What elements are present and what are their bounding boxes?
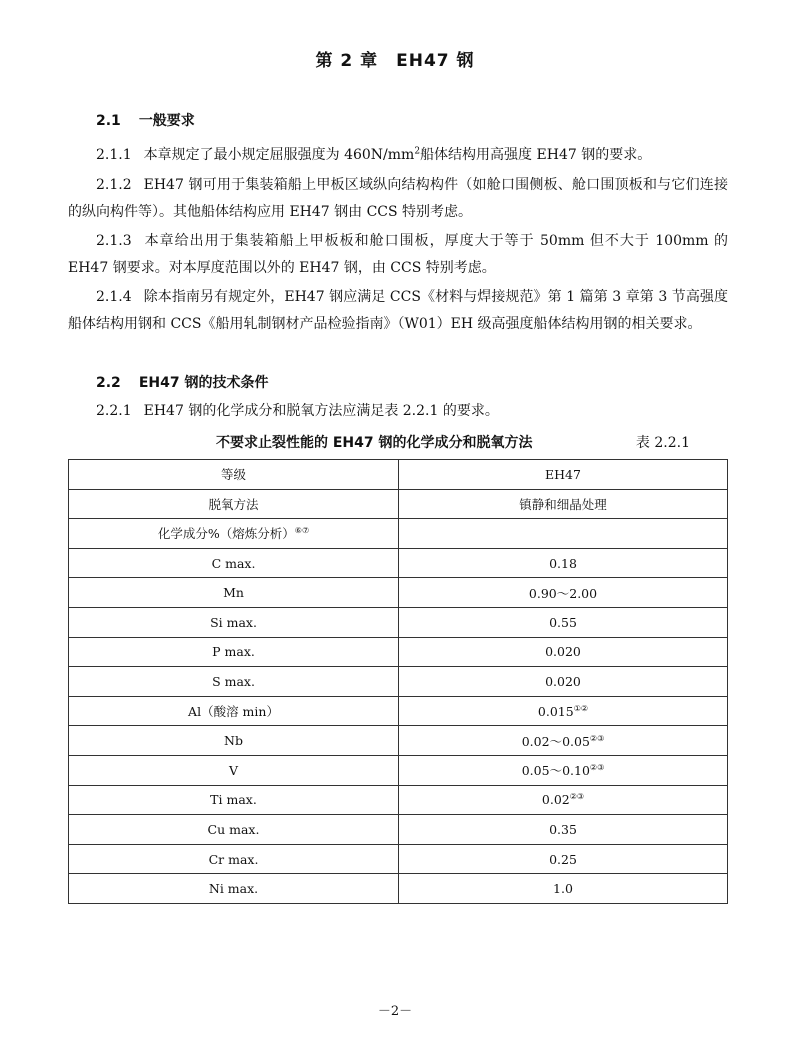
cell-text: 化学成分%（熔炼分析） <box>157 526 295 542</box>
paragraph-text: 本章规定了最小规定屈服强度为 460N/mm <box>143 147 415 163</box>
table-cell-value <box>399 667 728 697</box>
cell-text: Cr max. <box>208 851 259 867</box>
paragraph-number: 2.2.1 <box>96 403 132 419</box>
paragraph-text: 船体结构用高强度 EH47 钢的要求。 <box>420 147 652 163</box>
table-cell-label <box>69 460 399 490</box>
paragraph-number: 2.1.4 <box>96 289 132 305</box>
page-number: －2－ <box>377 1004 413 1019</box>
table-cell-label <box>69 637 399 667</box>
cell-text: 0.05～0.10 <box>521 763 590 779</box>
table-cell-label <box>69 785 399 815</box>
table-cell-value <box>399 696 728 726</box>
table-row <box>69 696 728 726</box>
cell-text: C max. <box>211 555 256 571</box>
cell-text: 0.55 <box>549 614 577 630</box>
cell-text: S max. <box>212 673 255 689</box>
cell-text: 0.90～2.00 <box>528 585 598 601</box>
cell-text: Ni max. <box>208 881 259 897</box>
cell-text: Ti max. <box>210 792 257 808</box>
table-cell-value <box>399 815 728 845</box>
cell-text: Si max. <box>210 614 257 630</box>
table-cell-value <box>399 489 728 519</box>
table-row <box>69 460 728 490</box>
table-cell-value <box>399 785 728 815</box>
section-number: 2.2 <box>96 375 121 391</box>
section-title: 一般要求 <box>138 113 195 129</box>
table-cell-value <box>399 519 728 549</box>
cell-text: EH47 <box>545 466 581 482</box>
cell-text: Mn <box>223 585 244 601</box>
table-row <box>69 785 728 815</box>
table-title: 不要求止裂性能的 EH47 钢的化学成分和脱氧方法 <box>216 435 533 451</box>
cell-text: 0.020 <box>545 644 581 660</box>
table-row <box>69 578 728 608</box>
cell-text: 0.015 <box>537 703 574 719</box>
paragraph-number: 2.1.2 <box>96 177 132 193</box>
footnote-mark: ②③ <box>569 792 585 802</box>
paragraph-number: 2.1.3 <box>96 233 132 249</box>
table-cell-label <box>69 726 399 756</box>
cell-text: 0.02～0.05 <box>521 733 590 749</box>
cell-text: 0.020 <box>545 673 581 689</box>
table-row <box>69 726 728 756</box>
chapter-title: 第 2 章 EH47 钢 <box>315 51 475 71</box>
footnote-mark: ②③ <box>589 763 605 773</box>
table-row <box>69 519 728 549</box>
table-cell-label <box>69 578 399 608</box>
paragraph-text: 本章给出用于集装箱船上甲板板和舱口围板，厚度大于等于 50mm 但不大于 100mm 的 EH47 钢要求。对本厚度范围以外的 EH47 钢，由 CCS 特别考虑。 <box>68 233 728 276</box>
paragraph-text: EH47 钢的化学成分和脱氧方法应满足表 2.2.1 的要求。 <box>143 403 499 419</box>
footnote-mark: ②③ <box>589 733 605 743</box>
cell-text: P max. <box>212 644 255 660</box>
table-cell-value <box>399 460 728 490</box>
cell-text: 0.25 <box>549 851 577 867</box>
table-row <box>69 548 728 578</box>
table-cell-value <box>399 548 728 578</box>
table-cell-value <box>399 874 728 904</box>
section-title: EH47 钢的技术条件 <box>138 375 269 391</box>
cell-text: V <box>228 762 239 778</box>
section-heading <box>96 110 195 130</box>
table-cell-label <box>69 667 399 697</box>
paragraph <box>68 284 728 338</box>
paragraph <box>68 172 728 226</box>
table-cell-label <box>69 607 399 637</box>
table-row <box>69 489 728 519</box>
cell-text: Nb <box>224 733 243 749</box>
table-row <box>69 667 728 697</box>
superscript: 2 <box>414 146 421 157</box>
paragraph-number: 2.1.1 <box>96 147 132 163</box>
paragraph-text: EH47 钢可用于集装箱船上甲板区域纵向结构构件（如舱口围侧板、舱口围顶板和与它们连接的纵向构件等）。其他船体结构应用 EH47 钢由 CCS 特别考虑。 <box>68 177 728 220</box>
cell-text: 0.18 <box>549 555 577 571</box>
cell-text: Al（酸溶 min） <box>188 704 279 720</box>
cell-text: 1.0 <box>553 881 573 897</box>
section-heading <box>96 372 268 392</box>
table-row <box>69 607 728 637</box>
cell-text: 脱氧方法 <box>208 496 259 512</box>
paragraph <box>68 228 728 282</box>
section-number: 2.1 <box>96 113 121 129</box>
table-cell-label <box>69 874 399 904</box>
table-cell-value <box>399 844 728 874</box>
table-row <box>69 874 728 904</box>
table-cell-label <box>69 844 399 874</box>
table-cell-value <box>399 726 728 756</box>
cell-text: Cu max. <box>207 821 260 837</box>
table-cell-label <box>69 815 399 845</box>
footnote-mark: ⑥⑦ <box>294 526 310 536</box>
cell-text: 等级 <box>220 467 246 483</box>
footnote-mark: ①② <box>573 703 589 713</box>
paragraph-text: 除本指南另有规定外，EH47 钢应满足 CCS《材料与焊接规范》第 1 篇第 3 章第 3 节高强度船体结构用钢和 CCS《船用轧制钢材产品检验指南》（W01）EH 级高强度船体结构用钢的相关要求。 <box>68 289 728 332</box>
table-cell-label <box>69 548 399 578</box>
table-cell-value <box>399 607 728 637</box>
table-cell-value <box>399 578 728 608</box>
table-cell-label <box>69 519 399 549</box>
table-row <box>69 844 728 874</box>
table-cell-label <box>69 696 399 726</box>
paragraph <box>68 142 728 169</box>
table-cell-label <box>69 755 399 785</box>
paragraph <box>68 398 728 425</box>
cell-text: 镇静和细晶处理 <box>519 496 607 512</box>
table-cell-value <box>399 755 728 785</box>
table-row <box>69 815 728 845</box>
table-number: 表 2.2.1 <box>635 435 690 451</box>
composition-table <box>68 459 728 904</box>
table-cell-value <box>399 637 728 667</box>
table-row <box>69 755 728 785</box>
table-cell-label <box>69 489 399 519</box>
cell-text: 0.35 <box>549 821 577 837</box>
cell-text: 0.02 <box>541 792 570 808</box>
table-row <box>69 637 728 667</box>
